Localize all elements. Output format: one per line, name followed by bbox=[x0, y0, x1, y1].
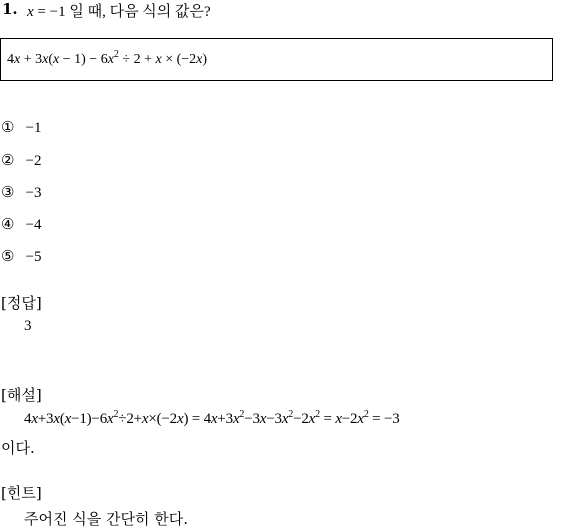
choice-value: −3 bbox=[25, 185, 42, 201]
explanation-trailing: 이다. bbox=[1, 439, 35, 457]
choice-value: −4 bbox=[25, 217, 42, 233]
expression: $4x + 3x(x - 1) - 6x^2 \div 2 + x \times (-2x)$ bbox=[7, 49, 208, 67]
choice-value: −2 bbox=[25, 153, 42, 169]
question-stem: x = −1 일 때, 다음 식의 값은? bbox=[27, 4, 211, 20]
answer-label: [정답] bbox=[1, 294, 42, 312]
choice-value: −1 bbox=[25, 120, 42, 136]
explanation-equation: $4x+3x(x-1)-6x^2\div 2+x\times(-2x) = 4x+3x^2-3x-3x^2-2x^2 = x-2x^2 = -3$ bbox=[24, 409, 400, 427]
explanation-label: [해설] bbox=[1, 386, 42, 404]
hint-label: [힌트] bbox=[1, 484, 42, 502]
choice-mark: ① bbox=[1, 118, 15, 136]
choice-mark: ③ bbox=[1, 183, 15, 201]
choice-2[interactable] bbox=[1, 150, 42, 170]
choice-value: −5 bbox=[25, 249, 42, 265]
answer-value: 3 bbox=[24, 318, 32, 334]
choice-mark: ② bbox=[1, 151, 15, 169]
question-number: 1. bbox=[2, 0, 18, 18]
choice-5[interactable] bbox=[1, 246, 42, 266]
choice-3[interactable] bbox=[1, 182, 42, 202]
choice-mark: ④ bbox=[1, 215, 15, 233]
hint-text: 주어진 식을 간단히 한다. bbox=[24, 510, 188, 528]
choice-mark: ⑤ bbox=[1, 247, 15, 265]
choice-4[interactable] bbox=[1, 214, 42, 234]
choice-1[interactable] bbox=[1, 117, 42, 137]
